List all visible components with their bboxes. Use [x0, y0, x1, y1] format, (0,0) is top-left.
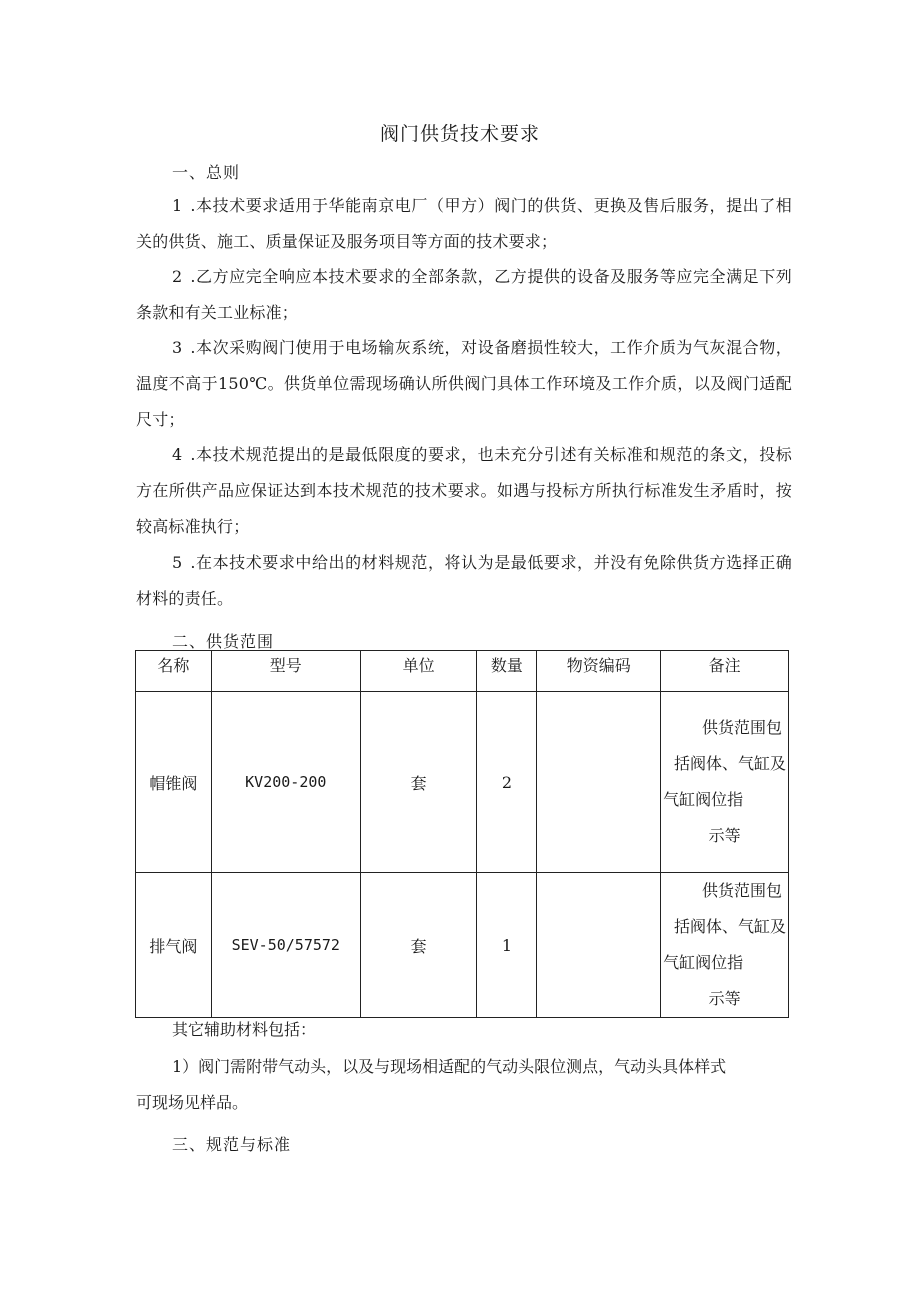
clause-3	[136, 330, 792, 438]
header-unit: 单位	[360, 651, 477, 692]
clause-number: 3	[172, 338, 183, 357]
other-materials-heading: 其它辅助材料包括：	[172, 1020, 317, 1039]
clause-2	[136, 259, 792, 331]
remark-line: 供货范围包	[701, 881, 782, 900]
cell-unit: 套	[360, 692, 477, 873]
section-heading-general: 一、总则	[172, 163, 241, 182]
clause-number: 4	[172, 445, 183, 464]
header-remark: 备注	[661, 651, 789, 692]
clause-number: 5	[172, 553, 183, 572]
clause-1	[136, 188, 792, 260]
cell-qty: 2	[477, 692, 537, 873]
cell-model: SEV-50/57572	[211, 873, 360, 1018]
cell-unit: 套	[360, 873, 477, 1018]
remark-line: 供货范围包	[701, 718, 782, 737]
other-materials-item: 1）阀门需附带气动头，以及与现场相适配的气动头限位测点，气动头具体样式可现场见样品。	[136, 1057, 727, 1112]
page-title: 阀门供货技术要求	[379, 123, 540, 145]
supply-table	[135, 650, 789, 1018]
remark-line: 括阀体、气缸及	[673, 917, 786, 936]
table-row	[136, 692, 789, 873]
clause-text: .本技术要求适用于华能南京电厂（甲方）阀门的供货、更换及售后服务，提出了相关的供货、施工、质量保证及服务项目等方面的技术要求；	[136, 196, 792, 251]
cell-code	[537, 873, 661, 1018]
cell-name: 帽锥阀	[136, 692, 212, 873]
header-model: 型号	[211, 651, 360, 692]
cell-model: KV200-200	[211, 692, 360, 873]
clause-text: .本次采购阀门使用于电场输灰系统，对设备磨损性较大，工作介质为气灰混合物，温度不高于150℃。供货单位需现场确认所供阀门具体工作环境及工作介质，以及阀门适配尺寸；	[136, 338, 792, 429]
cell-remark	[661, 692, 789, 873]
section-heading-scope: 二、供货范围	[172, 632, 275, 651]
header-code: 物资编码	[537, 651, 661, 692]
remark-line: 示等	[708, 826, 741, 845]
clause-number: 1	[172, 196, 183, 215]
cell-name: 排气阀	[136, 873, 212, 1018]
table-header-row	[136, 651, 789, 692]
clause-text: .在本技术要求中给出的材料规范，将认为是最低要求，并没有免除供货方选择正确材料的责任。	[136, 553, 792, 608]
cell-code	[537, 692, 661, 873]
cell-remark	[661, 873, 789, 1018]
remark-line: 气缸阀位指	[663, 953, 744, 972]
header-qty: 数量	[477, 651, 537, 692]
remark-line: 括阀体、气缸及	[673, 754, 786, 773]
cell-qty: 1	[477, 873, 537, 1018]
clause-5	[136, 545, 792, 617]
header-name: 名称	[136, 651, 212, 692]
clause-number: 2	[172, 267, 183, 286]
section-heading-standards: 三、规范与标准	[172, 1135, 292, 1154]
clause-4	[136, 437, 792, 545]
clause-text: .本技术规范提出的是最低限度的要求，也未充分引述有关标准和规范的条文，投标方在所供产品应保证达到本技术规范的技术要求。如遇与投标方所执行标准发生矛盾时，按较高标准执行；	[136, 445, 792, 536]
table-row	[136, 873, 789, 1018]
remark-line: 示等	[708, 989, 741, 1008]
remark-line: 气缸阀位指	[663, 790, 744, 809]
clause-text: .乙方应完全响应本技术要求的全部条款，乙方提供的设备及服务等应完全满足下列条款和有关工业标准；	[136, 267, 792, 322]
